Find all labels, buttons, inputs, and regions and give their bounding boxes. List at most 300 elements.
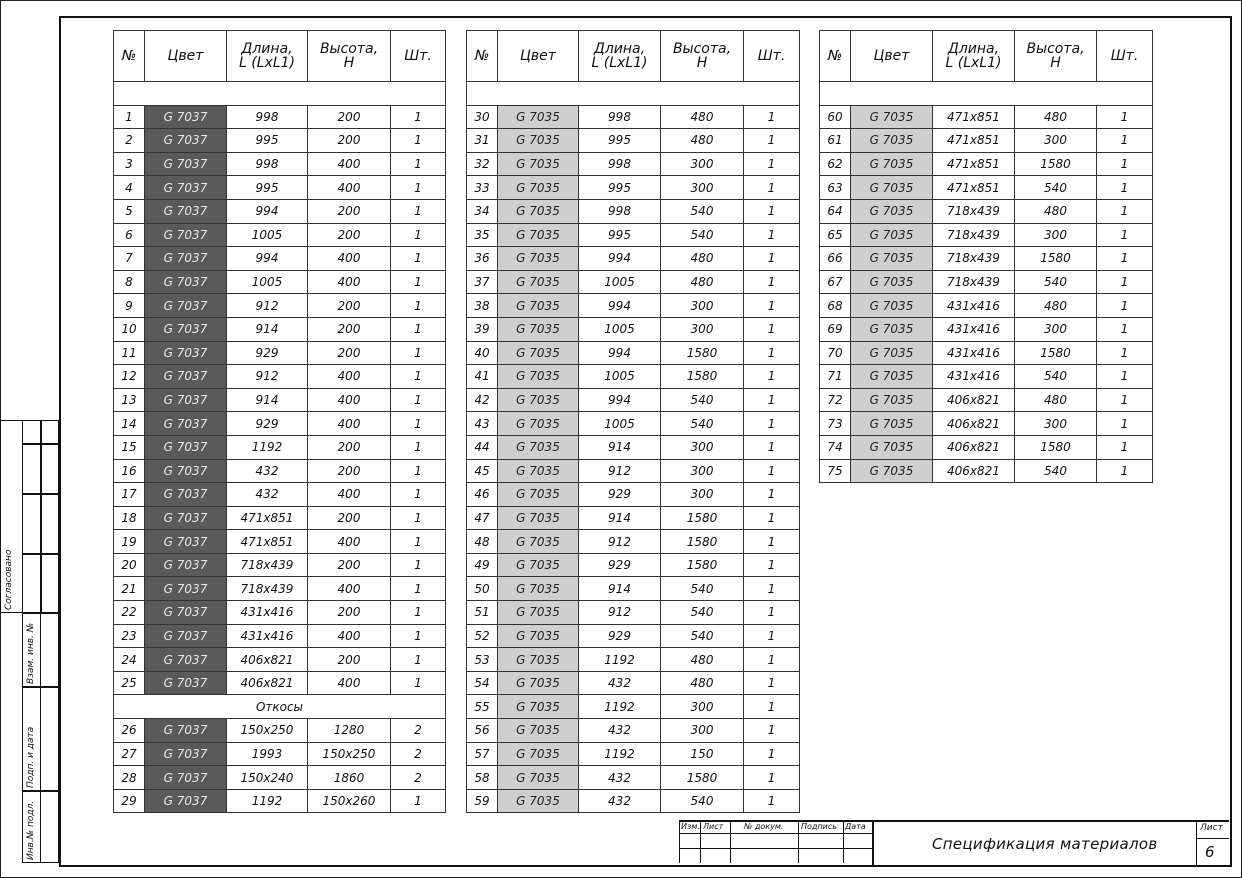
row-color: G 7035: [851, 223, 933, 247]
header-qty: Шт.: [744, 31, 800, 82]
row-number: 65: [820, 223, 851, 247]
row-number: 24: [114, 648, 145, 672]
row-height: 540: [661, 601, 744, 625]
header-color: Цвет: [498, 31, 579, 82]
row-qty: 1: [744, 530, 800, 554]
row-color: G 7035: [498, 176, 579, 200]
row-qty: 1: [1097, 317, 1153, 341]
row-qty: 1: [391, 294, 446, 318]
row-color: G 7037: [145, 317, 227, 341]
row-color: G 7037: [145, 789, 227, 813]
row-number: 63: [820, 176, 851, 200]
table-row: [820, 223, 1153, 247]
row-qty: 1: [391, 365, 446, 389]
row-length: 994: [579, 341, 661, 365]
row-color: G 7035: [498, 317, 579, 341]
row-number: 50: [467, 577, 498, 601]
row-number: 20: [114, 553, 145, 577]
row-qty: 1: [744, 129, 800, 153]
table-row: [114, 766, 446, 790]
row-height: 1580: [661, 766, 744, 790]
row-color: G 7037: [145, 247, 227, 271]
table-row: [114, 388, 446, 412]
row-number: 26: [114, 719, 145, 743]
row-length: 1993: [227, 742, 308, 766]
row-length: 994: [579, 247, 661, 271]
spacer-row: [820, 82, 1153, 106]
row-number: 75: [820, 459, 851, 483]
row-color: G 7035: [851, 152, 933, 176]
row-length: 718x439: [933, 199, 1015, 223]
row-length: 718x439: [227, 553, 308, 577]
row-length: 912: [579, 530, 661, 554]
table-row: [114, 483, 446, 507]
row-qty: 1: [744, 601, 800, 625]
table-row: [114, 129, 446, 153]
row-length: 914: [579, 435, 661, 459]
row-length: 1005: [227, 270, 308, 294]
row-number: 6: [114, 223, 145, 247]
row-number: 41: [467, 365, 498, 389]
row-qty: 1: [744, 223, 800, 247]
row-color: G 7037: [145, 223, 227, 247]
row-number: 32: [467, 152, 498, 176]
row-height: 400: [308, 530, 391, 554]
row-qty: 1: [391, 199, 446, 223]
table-row: [467, 223, 800, 247]
row-color: G 7035: [851, 294, 933, 318]
row-number: 25: [114, 671, 145, 695]
title-block-grid: [679, 820, 873, 863]
table-row: [114, 105, 446, 129]
signature-date-label: Подп. и дата: [26, 726, 36, 788]
row-height: 1580: [661, 365, 744, 389]
row-length: 432: [579, 789, 661, 813]
row-number: 47: [467, 506, 498, 530]
row-height: 200: [308, 129, 391, 153]
row-length: 471x851: [933, 129, 1015, 153]
row-qty: 1: [1097, 129, 1153, 153]
table-row: [114, 601, 446, 625]
table-row: [114, 317, 446, 341]
row-number: 39: [467, 317, 498, 341]
row-length: 1192: [579, 648, 661, 672]
row-number: 34: [467, 199, 498, 223]
row-length: 1005: [579, 317, 661, 341]
row-number: 42: [467, 388, 498, 412]
row-qty: 1: [391, 176, 446, 200]
row-color: G 7037: [145, 671, 227, 695]
row-qty: 1: [744, 648, 800, 672]
table-row: [114, 648, 446, 672]
row-height: 540: [661, 199, 744, 223]
row-qty: 1: [744, 624, 800, 648]
row-qty: 1: [744, 247, 800, 271]
row-number: 62: [820, 152, 851, 176]
row-number: 22: [114, 601, 145, 625]
row-length: 406x821: [933, 388, 1015, 412]
table-row: [467, 294, 800, 318]
row-color: G 7035: [851, 365, 933, 389]
row-number: 9: [114, 294, 145, 318]
row-length: 1192: [227, 435, 308, 459]
row-qty: 1: [391, 435, 446, 459]
row-length: 929: [227, 341, 308, 365]
row-height: 480: [1015, 388, 1097, 412]
table-row: [467, 365, 800, 389]
row-height: 480: [661, 270, 744, 294]
row-length: 998: [579, 199, 661, 223]
table-row: [820, 412, 1153, 436]
row-length: 471x851: [227, 506, 308, 530]
row-number: 43: [467, 412, 498, 436]
row-length: 994: [579, 388, 661, 412]
row-length: 431x416: [933, 341, 1015, 365]
row-qty: 1: [744, 742, 800, 766]
spec-table-3: [819, 30, 1153, 483]
row-color: G 7037: [145, 459, 227, 483]
row-height: 200: [308, 294, 391, 318]
row-height: 540: [1015, 459, 1097, 483]
row-height: 300: [661, 459, 744, 483]
row-length: 912: [227, 294, 308, 318]
table-row: [467, 671, 800, 695]
row-qty: 1: [744, 671, 800, 695]
row-length: 1005: [579, 365, 661, 389]
row-color: G 7037: [145, 105, 227, 129]
row-length: 995: [579, 223, 661, 247]
row-number: 73: [820, 412, 851, 436]
row-color: G 7037: [145, 341, 227, 365]
row-number: 52: [467, 624, 498, 648]
row-number: 60: [820, 105, 851, 129]
row-length: 912: [227, 365, 308, 389]
row-color: G 7035: [498, 223, 579, 247]
table-row: [820, 152, 1153, 176]
row-height: 1580: [1015, 247, 1097, 271]
table-row: [820, 247, 1153, 271]
row-qty: 2: [391, 766, 446, 790]
row-length: 150x250: [227, 719, 308, 743]
row-color: G 7035: [851, 105, 933, 129]
row-color: G 7037: [145, 388, 227, 412]
table-row: [114, 742, 446, 766]
row-height: 540: [661, 388, 744, 412]
row-qty: 1: [744, 341, 800, 365]
row-height: 540: [661, 624, 744, 648]
row-number: 28: [114, 766, 145, 790]
row-length: 432: [579, 719, 661, 743]
row-color: G 7035: [498, 341, 579, 365]
header-length: Длина, L (LxL1): [933, 31, 1015, 82]
row-height: 300: [661, 695, 744, 719]
row-color: G 7037: [145, 270, 227, 294]
row-height: 200: [308, 459, 391, 483]
row-height: 1580: [661, 530, 744, 554]
row-qty: 1: [391, 317, 446, 341]
table-row: [820, 270, 1153, 294]
row-height: 540: [1015, 365, 1097, 389]
row-height: 480: [661, 247, 744, 271]
document-title: Спецификация материалов: [932, 835, 1158, 853]
row-color: G 7037: [145, 601, 227, 625]
side-stamp: [0, 420, 59, 863]
table-row: [467, 742, 800, 766]
row-length: 432: [227, 459, 308, 483]
row-number: 21: [114, 577, 145, 601]
row-number: 51: [467, 601, 498, 625]
table-row: [114, 270, 446, 294]
table-row: [114, 624, 446, 648]
row-height: 540: [1015, 176, 1097, 200]
row-number: 67: [820, 270, 851, 294]
table-row: [467, 105, 800, 129]
row-height: 1860: [308, 766, 391, 790]
row-length: 1192: [579, 742, 661, 766]
row-qty: 1: [744, 105, 800, 129]
row-qty: 2: [391, 742, 446, 766]
row-number: 30: [467, 105, 498, 129]
row-length: 718x439: [933, 223, 1015, 247]
row-number: 59: [467, 789, 498, 813]
row-color: G 7037: [145, 766, 227, 790]
row-length: 718x439: [227, 577, 308, 601]
row-color: G 7035: [498, 294, 579, 318]
table-row: [114, 506, 446, 530]
row-number: 14: [114, 412, 145, 436]
row-number: 44: [467, 435, 498, 459]
row-number: 56: [467, 719, 498, 743]
row-color: G 7037: [145, 577, 227, 601]
table-row: [114, 341, 446, 365]
row-height: 400: [308, 176, 391, 200]
row-qty: 1: [391, 601, 446, 625]
row-length: 406x821: [227, 671, 308, 695]
row-length: 998: [579, 105, 661, 129]
row-length: 431x416: [933, 317, 1015, 341]
row-number: 37: [467, 270, 498, 294]
row-color: G 7035: [851, 247, 933, 271]
table-row: [467, 341, 800, 365]
row-number: 18: [114, 506, 145, 530]
table-row: [467, 577, 800, 601]
row-color: G 7035: [498, 459, 579, 483]
row-height: 300: [661, 317, 744, 341]
table-row: [467, 483, 800, 507]
row-height: 200: [308, 506, 391, 530]
table-header-row: [114, 31, 446, 82]
header-no: №: [114, 31, 145, 82]
row-length: 1192: [227, 789, 308, 813]
row-length: 995: [227, 129, 308, 153]
row-height: 300: [661, 294, 744, 318]
row-qty: 1: [744, 365, 800, 389]
row-height: 200: [308, 601, 391, 625]
row-number: 19: [114, 530, 145, 554]
row-color: G 7037: [145, 435, 227, 459]
row-number: 15: [114, 435, 145, 459]
row-color: G 7035: [498, 789, 579, 813]
row-height: 540: [661, 223, 744, 247]
row-number: 64: [820, 199, 851, 223]
row-length: 406x821: [933, 412, 1015, 436]
row-qty: 1: [391, 388, 446, 412]
row-qty: 1: [744, 388, 800, 412]
header-height: Высота, H: [308, 31, 391, 82]
row-number: 71: [820, 365, 851, 389]
row-qty: 1: [1097, 341, 1153, 365]
row-length: 432: [579, 671, 661, 695]
row-height: 1580: [661, 341, 744, 365]
table-row: [114, 530, 446, 554]
row-color: G 7035: [851, 341, 933, 365]
header-qty: Шт.: [1097, 31, 1153, 82]
table-row: [467, 624, 800, 648]
header-height: Высота, H: [1015, 31, 1097, 82]
table-row: [114, 152, 446, 176]
table-row: [114, 459, 446, 483]
table-row: [467, 129, 800, 153]
row-height: 1580: [661, 506, 744, 530]
row-number: 45: [467, 459, 498, 483]
row-color: G 7035: [498, 105, 579, 129]
table-row: [114, 789, 446, 813]
sheet-number: 6: [1205, 843, 1215, 861]
row-number: 12: [114, 365, 145, 389]
table-row: [114, 176, 446, 200]
row-length: 150x240: [227, 766, 308, 790]
row-length: 994: [579, 294, 661, 318]
row-qty: 1: [391, 671, 446, 695]
row-height: 400: [308, 270, 391, 294]
row-qty: 1: [1097, 294, 1153, 318]
row-qty: 1: [744, 199, 800, 223]
row-height: 200: [308, 435, 391, 459]
table-row: [114, 199, 446, 223]
row-number: 35: [467, 223, 498, 247]
row-length: 1005: [579, 412, 661, 436]
row-qty: 1: [391, 789, 446, 813]
table-row: [114, 719, 446, 743]
row-length: 718x439: [933, 247, 1015, 271]
header-color: Цвет: [851, 31, 933, 82]
row-height: 200: [308, 553, 391, 577]
row-length: 432: [227, 483, 308, 507]
row-length: 994: [227, 247, 308, 271]
header-color: Цвет: [145, 31, 227, 82]
row-length: 929: [579, 624, 661, 648]
row-number: 5: [114, 199, 145, 223]
row-height: 300: [1015, 412, 1097, 436]
row-length: 406x821: [933, 435, 1015, 459]
row-color: G 7035: [498, 671, 579, 695]
table-row: [114, 294, 446, 318]
table-row: [467, 530, 800, 554]
row-qty: 1: [391, 129, 446, 153]
header-no: №: [467, 31, 498, 82]
row-qty: 1: [744, 577, 800, 601]
row-color: G 7035: [498, 695, 579, 719]
row-qty: 1: [744, 695, 800, 719]
table-row: [114, 412, 446, 436]
row-length: 432: [579, 766, 661, 790]
row-height: 400: [308, 483, 391, 507]
col-sign-label: Подпись: [801, 822, 837, 831]
row-number: 7: [114, 247, 145, 271]
row-qty: 1: [744, 317, 800, 341]
row-length: 406x821: [227, 648, 308, 672]
row-qty: 1: [1097, 412, 1153, 436]
row-length: 471x851: [227, 530, 308, 554]
row-height: 480: [661, 129, 744, 153]
row-height: 200: [308, 199, 391, 223]
sheet-label: Лист: [1200, 823, 1223, 833]
row-qty: 1: [391, 506, 446, 530]
row-qty: 1: [1097, 176, 1153, 200]
table-row: [467, 553, 800, 577]
row-color: G 7035: [498, 506, 579, 530]
header-qty: Шт.: [391, 31, 446, 82]
row-length: 718x439: [933, 270, 1015, 294]
row-height: 200: [308, 317, 391, 341]
table-row: [820, 388, 1153, 412]
row-color: G 7037: [145, 648, 227, 672]
row-height: 480: [1015, 294, 1097, 318]
row-color: G 7035: [498, 577, 579, 601]
row-qty: 1: [1097, 365, 1153, 389]
row-color: G 7035: [498, 129, 579, 153]
row-height: 540: [661, 412, 744, 436]
row-qty: 1: [1097, 105, 1153, 129]
row-length: 994: [227, 199, 308, 223]
table-row: [467, 719, 800, 743]
row-number: 48: [467, 530, 498, 554]
col-izm-label: Изм.: [681, 822, 700, 831]
row-color: G 7035: [498, 199, 579, 223]
row-number: 74: [820, 435, 851, 459]
row-color: G 7037: [145, 365, 227, 389]
row-height: 1280: [308, 719, 391, 743]
row-number: 27: [114, 742, 145, 766]
spacer-row: [467, 82, 800, 106]
table-row: [820, 317, 1153, 341]
col-list-label: Лист: [703, 822, 724, 831]
row-height: 150x250: [308, 742, 391, 766]
spec-table-1: [113, 30, 446, 813]
row-number: 55: [467, 695, 498, 719]
row-qty: 1: [744, 506, 800, 530]
row-length: 1005: [227, 223, 308, 247]
replaced-inv-label: Взам. инв. №: [26, 622, 36, 684]
table-row: [820, 129, 1153, 153]
row-height: 400: [308, 152, 391, 176]
row-length: 1005: [579, 270, 661, 294]
row-color: G 7035: [498, 365, 579, 389]
row-height: 1580: [1015, 152, 1097, 176]
row-number: 23: [114, 624, 145, 648]
row-color: G 7035: [851, 388, 933, 412]
row-qty: 1: [744, 435, 800, 459]
table-row: [820, 435, 1153, 459]
row-number: 1: [114, 105, 145, 129]
row-qty: 1: [1097, 388, 1153, 412]
row-color: G 7035: [851, 459, 933, 483]
row-color: G 7037: [145, 530, 227, 554]
row-color: G 7037: [145, 742, 227, 766]
row-height: 300: [1015, 223, 1097, 247]
row-height: 400: [308, 388, 391, 412]
header-no: №: [820, 31, 851, 82]
